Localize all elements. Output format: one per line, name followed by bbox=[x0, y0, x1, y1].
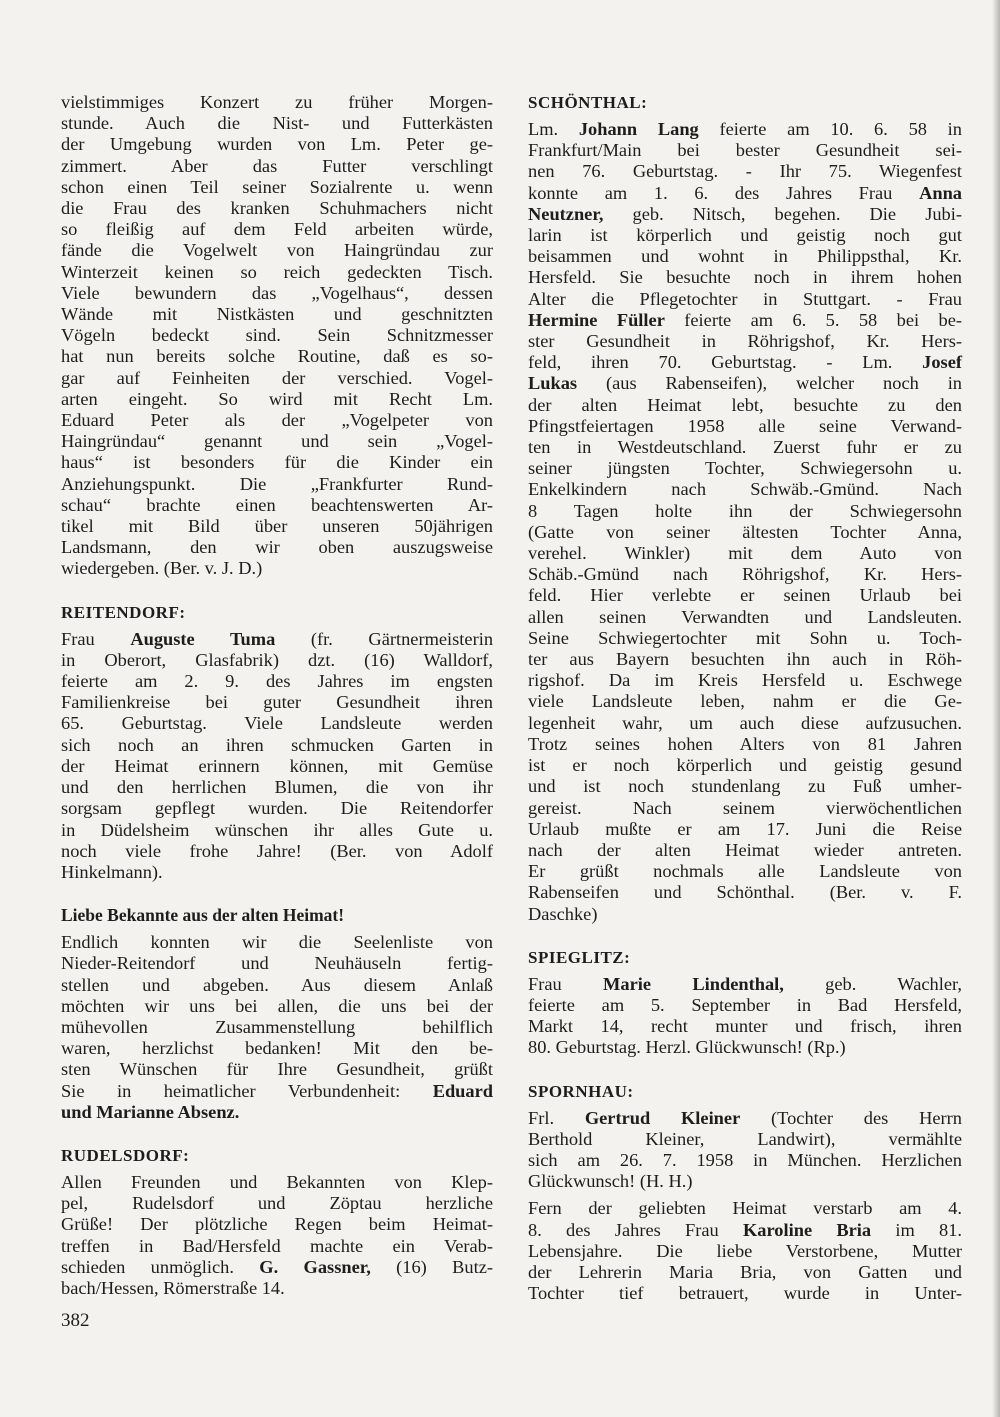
text-fragment: Lm. bbox=[528, 119, 579, 139]
text-line bbox=[528, 352, 962, 373]
page-edge-shadow bbox=[992, 0, 1000, 1417]
text-line: Schäb.-Gmünd nach Röhrigshof, Kr. Hers- bbox=[528, 564, 962, 585]
text-line: sten Wünschen für Ihre Gesundheit, grüßt bbox=[61, 1059, 493, 1080]
section-heading-schoenthal: SCHÖNTHAL: bbox=[528, 93, 648, 112]
text-line: Fern der geliebten Heimat verstarb am 4. bbox=[528, 1198, 962, 1219]
text-fragment: Sie in heimatlicher Verbundenheit: bbox=[61, 1080, 433, 1101]
person-name: Eduard bbox=[432, 1080, 493, 1101]
text-fragment: geb. Wachler, bbox=[783, 973, 962, 994]
text-line: noch viele frohe Jahre! (Ber. von Adolf bbox=[61, 840, 493, 861]
spornhau-paragraph-2 bbox=[528, 1198, 962, 1304]
text-line: Er grüßt nochmals alle Landsleute von bbox=[528, 861, 962, 882]
text-line: Eduard Peter als der „Vogelpeter von bbox=[61, 410, 493, 431]
text-line: waren, herzlichst bedanken! Mit den be- bbox=[61, 1038, 493, 1059]
text-line bbox=[528, 1220, 962, 1241]
text-line: wiedergeben. (Ber. v. J. D.) bbox=[61, 558, 263, 579]
text-fragment: feierte am 10. 6. 58 in bbox=[698, 119, 962, 139]
text-line: der Umgebung wurden von Lm. Peter ge- bbox=[61, 134, 493, 155]
text-fragment: 8. des Jahres Frau bbox=[528, 1219, 743, 1240]
section-heading-rudelsdorf: RUDELSDORF: bbox=[61, 1145, 190, 1165]
text-line: nach der alten Heimat wieder antreten. bbox=[528, 839, 962, 860]
text-line bbox=[528, 119, 962, 140]
text-line: der Heimat erinnern können, mit Gemüse bbox=[61, 755, 493, 776]
text-line: viele Landsleute leben, nahm er die Ge- bbox=[528, 691, 962, 712]
text-line: tikel mit Bild über unseren 50jährigen bbox=[61, 516, 493, 537]
text-line: Viele bewundern das „Vogelhaus“, dessen bbox=[61, 282, 493, 303]
person-name: G. Gassner, bbox=[259, 1256, 371, 1277]
text-line: bach/Hessen, Römerstraße 14. bbox=[61, 1277, 285, 1298]
schoenthal-paragraph bbox=[528, 119, 962, 925]
text-line: larin ist körperlich und geistig noch gut bbox=[528, 225, 962, 246]
text-line: Tochter tief betrauert, wurde in Unter- bbox=[528, 1283, 962, 1304]
text-line: Trotz seines hohen Alters von 81 Jahren bbox=[528, 733, 962, 754]
text-line bbox=[61, 1257, 493, 1278]
person-name: Gertrud Kleiner bbox=[584, 1107, 741, 1128]
text-line: Nieder-Reitendorf und Neuhäuseln fertig- bbox=[61, 953, 493, 974]
person-name: Johann Lang bbox=[578, 119, 699, 139]
text-fragment: feierte am 6. 5. 58 bei be- bbox=[664, 309, 962, 330]
text-line: zimmert. Aber das Futter verschlingt bbox=[61, 155, 493, 176]
person-name: und Marianne Absenz. bbox=[61, 1101, 240, 1122]
text-line: 65. Geburtstag. Viele Landsleute werden bbox=[61, 713, 493, 734]
text-line: feierte am 2. 9. des Jahres im engsten bbox=[61, 671, 493, 692]
text-line: und ist noch stundenlang zu Fuß umher- bbox=[528, 776, 962, 797]
text-line: hat nun bereits solche Routine, daß es so- bbox=[61, 346, 493, 367]
text-line: (Gatte von seiner ältesten Tochter Anna, bbox=[528, 521, 962, 542]
text-line: Berthold Kleiner, Landwirt), vermählte bbox=[528, 1128, 962, 1149]
text-line: ist er noch körperlich und geistig gesund bbox=[528, 755, 962, 776]
text-line: feierte am 5. September in Bad Hersfeld, bbox=[528, 994, 962, 1015]
text-line: allen seinen Verwandten und Landsleuten. bbox=[528, 606, 962, 627]
text-fragment: (Tochter des Herrn bbox=[740, 1107, 962, 1128]
text-line: 80. Geburtstag. Herzl. Glückwunsch! (Rp.) bbox=[528, 1037, 846, 1058]
text-line: der alten Heimat lebt, besuchte zu den bbox=[528, 394, 962, 415]
left-column bbox=[61, 92, 493, 1299]
text-line: stunde. Auch die Nist- und Futterkästen bbox=[61, 113, 493, 134]
text-line: Anziehungspunkt. Die „Frankfurter Rund- bbox=[61, 473, 493, 494]
text-line: gar auf Feinheiten der verschied. Vogel- bbox=[61, 367, 493, 388]
text-line: ter aus Bayern besuchten ihn auch in Röh- bbox=[528, 649, 962, 670]
text-line: beisammen und wohnt in Philippsthal, Kr. bbox=[528, 246, 962, 267]
text-line: Grüße! Der plötzliche Regen beim Heimat- bbox=[61, 1214, 493, 1235]
text-line: feld. Hier verlebte er seinen Urlaub bei bbox=[528, 585, 962, 606]
text-line bbox=[528, 373, 962, 394]
text-line: 8 Tagen holte ihn der Schwiegersohn bbox=[528, 500, 962, 521]
right-column bbox=[528, 92, 962, 1304]
text-line: Urlaub mußte er am 17. Juni die Reise bbox=[528, 818, 962, 839]
person-name: Anna bbox=[919, 182, 962, 203]
text-line: Haingründau“ genannt und sein „Vogel- bbox=[61, 431, 493, 452]
text-line: treffen in Bad/Hersfeld machte ein Verab- bbox=[61, 1235, 493, 1256]
text-line: stellen und abgeben. Aus diesem Anlaß bbox=[61, 974, 493, 995]
reitendorf-paragraph bbox=[61, 629, 493, 883]
text-fragment: feld, ihren 70. Geburtstag. - Lm. bbox=[528, 352, 923, 373]
text-line: Glückwunsch! (H. H.) bbox=[528, 1171, 693, 1192]
text-fragment: Frau bbox=[528, 973, 604, 994]
intro-paragraph bbox=[61, 92, 493, 580]
text-fragment: geb. Nitsch, begehen. Die Jubi- bbox=[603, 203, 962, 224]
text-line: sorgsam gepflegt wurden. Die Reitendorfer bbox=[61, 798, 493, 819]
text-line: Daschke) bbox=[528, 903, 598, 924]
text-fragment: im 81. bbox=[871, 1219, 962, 1240]
text-line: Landsmann, den wir oben auszugsweise bbox=[61, 537, 493, 558]
section-heading-reitendorf: REITENDORF: bbox=[61, 602, 186, 622]
text-line: Endlich konnten wir die Seelenliste von bbox=[61, 932, 493, 953]
text-line bbox=[528, 310, 962, 331]
rudelsdorf-paragraph bbox=[61, 1172, 493, 1299]
text-line: Winterzeit keinen so reich gedeckten Tisch. bbox=[61, 261, 493, 282]
text-line: Alter die Pflegetochter in Stuttgart. - Frau bbox=[528, 288, 962, 309]
text-line: der Lehrerin Maria Bria, von Gatten und bbox=[528, 1261, 962, 1282]
text-line bbox=[61, 1081, 493, 1102]
text-line: Enkelkindern nach Schwäb.-Gmünd. Nach bbox=[528, 479, 962, 500]
text-line: nen 76. Geburtstag. - Ihr 75. Wiegenfest bbox=[528, 161, 962, 182]
text-line: und den herrlichen Blumen, die von ihr bbox=[61, 777, 493, 798]
bekannte-paragraph bbox=[61, 932, 493, 1123]
text-line: in Düdelsheim wünschen ihr alles Gute u. bbox=[61, 819, 493, 840]
text-fragment: (fr. Gärtnermeisterin bbox=[275, 628, 494, 649]
text-fragment: konnte am 1. 6. des Jahres Frau bbox=[528, 182, 920, 203]
section-heading-spieglitz: SPIEGLITZ: bbox=[528, 947, 631, 967]
text-line bbox=[61, 629, 493, 650]
text-line: Pfingstfeiertagen 1958 alle seine Verwand- bbox=[528, 415, 962, 436]
text-line: Markt 14, recht munter und frisch, ihren bbox=[528, 1016, 962, 1037]
text-line: Allen Freunden und Bekannten von Klep- bbox=[61, 1171, 493, 1192]
text-line bbox=[528, 204, 962, 225]
text-line: seiner jüngsten Tochter, Schwiegersohn u. bbox=[528, 458, 962, 479]
text-line: rigshof. Da im Kreis Hersfeld u. Eschwege bbox=[528, 670, 962, 691]
text-line: schau“ brachte einen beachtenswerten Ar- bbox=[61, 494, 493, 515]
text-line: Familienkreise bei guter Gesundheit ihren bbox=[61, 692, 493, 713]
text-line: pel, Rudelsdorf und Zöptau herzliche bbox=[61, 1193, 493, 1214]
text-line: Wände mit Nistkästen und geschnitzten bbox=[61, 304, 493, 325]
text-line: arten eingeht. So wird mit Recht Lm. bbox=[61, 388, 493, 409]
text-line: ten in Westdeutschland. Zuerst fuhr er zu bbox=[528, 437, 962, 458]
text-line: Seine Schwiegertochter mit Sohn u. Toch- bbox=[528, 627, 962, 648]
text-line: in Oberort, Glasfabrik) dzt. (16) Walldorf, bbox=[61, 649, 493, 670]
text-line: Hersfeld. Sie besuchte noch in ihrem hohen bbox=[528, 267, 962, 288]
text-line: Rabenseifen und Schönthal. (Ber. v. F. bbox=[528, 882, 962, 903]
text-line: Vögeln bedeckt sind. Sein Schnitzmesser bbox=[61, 325, 493, 346]
spieglitz-paragraph bbox=[528, 974, 962, 1059]
text-fragment: (aus Rabenseifen), welcher noch in bbox=[577, 373, 962, 394]
text-line: die Frau des kranken Schuhmachers nicht bbox=[61, 198, 493, 219]
text-fragment: schieden unmöglich. bbox=[61, 1256, 260, 1277]
text-line: Hinkelmann). bbox=[61, 861, 163, 882]
person-name: Josef bbox=[922, 352, 962, 373]
text-line: möchten wir uns bei allen, die uns bei der bbox=[61, 995, 493, 1016]
text-fragment: Frl. bbox=[528, 1107, 585, 1128]
text-fragment: Frau bbox=[61, 628, 131, 649]
text-line: vielstimmiges Konzert zu früher Morgen- bbox=[61, 92, 493, 112]
text-line: sich am 26. 7. 1958 in München. Herzlichen bbox=[528, 1149, 962, 1170]
section-heading-spornhau: SPORNHAU: bbox=[528, 1081, 634, 1101]
text-line: mühevollen Zusammenstellung behilflich bbox=[61, 1016, 493, 1037]
person-name: Lukas bbox=[528, 373, 578, 394]
text-line: Lebensjahre. Die liebe Verstorbene, Mutter bbox=[528, 1240, 962, 1261]
page-number: 382 bbox=[61, 1310, 90, 1331]
text-line: haus“ ist besonders für die Kinder ein bbox=[61, 452, 493, 473]
text-line bbox=[528, 974, 962, 995]
text-line bbox=[528, 183, 962, 204]
text-line: fände die Vogelwelt von Haingründau zur bbox=[61, 240, 493, 261]
section-heading-bekannte: Liebe Bekannte aus der alten Heimat! bbox=[61, 905, 345, 926]
text-fragment: (16) Butz- bbox=[370, 1256, 494, 1277]
text-line bbox=[528, 1108, 962, 1129]
person-name: Neutzner, bbox=[528, 203, 604, 224]
text-line: ster Gesundheit in Röhrigshof, Kr. Hers- bbox=[528, 331, 962, 352]
text-line: sich noch an ihren schmucken Garten in bbox=[61, 734, 493, 755]
text-line: Frankfurt/Main bei bester Gesundheit sei- bbox=[528, 140, 962, 161]
text-line: gereist. Nach seinem vierwöchentlichen bbox=[528, 797, 962, 818]
text-line: so fleißig auf dem Feld arbeiten würde, bbox=[61, 219, 493, 240]
person-name: Marie Lindenthal, bbox=[603, 973, 784, 994]
person-name: Auguste Tuma bbox=[130, 628, 276, 649]
text-line: verehel. Winkler) mit dem Auto von bbox=[528, 543, 962, 564]
text-line: schon einen Teil seiner Sozialrente u. wenn bbox=[61, 176, 493, 197]
person-name: Hermine Füller bbox=[528, 309, 665, 330]
spornhau-paragraph-1 bbox=[528, 1108, 962, 1193]
person-name: Karoline Bria bbox=[742, 1219, 872, 1240]
text-line bbox=[61, 1102, 493, 1123]
text-line: legenheit wahr, um auch diese aufzusuchen. bbox=[528, 712, 962, 733]
